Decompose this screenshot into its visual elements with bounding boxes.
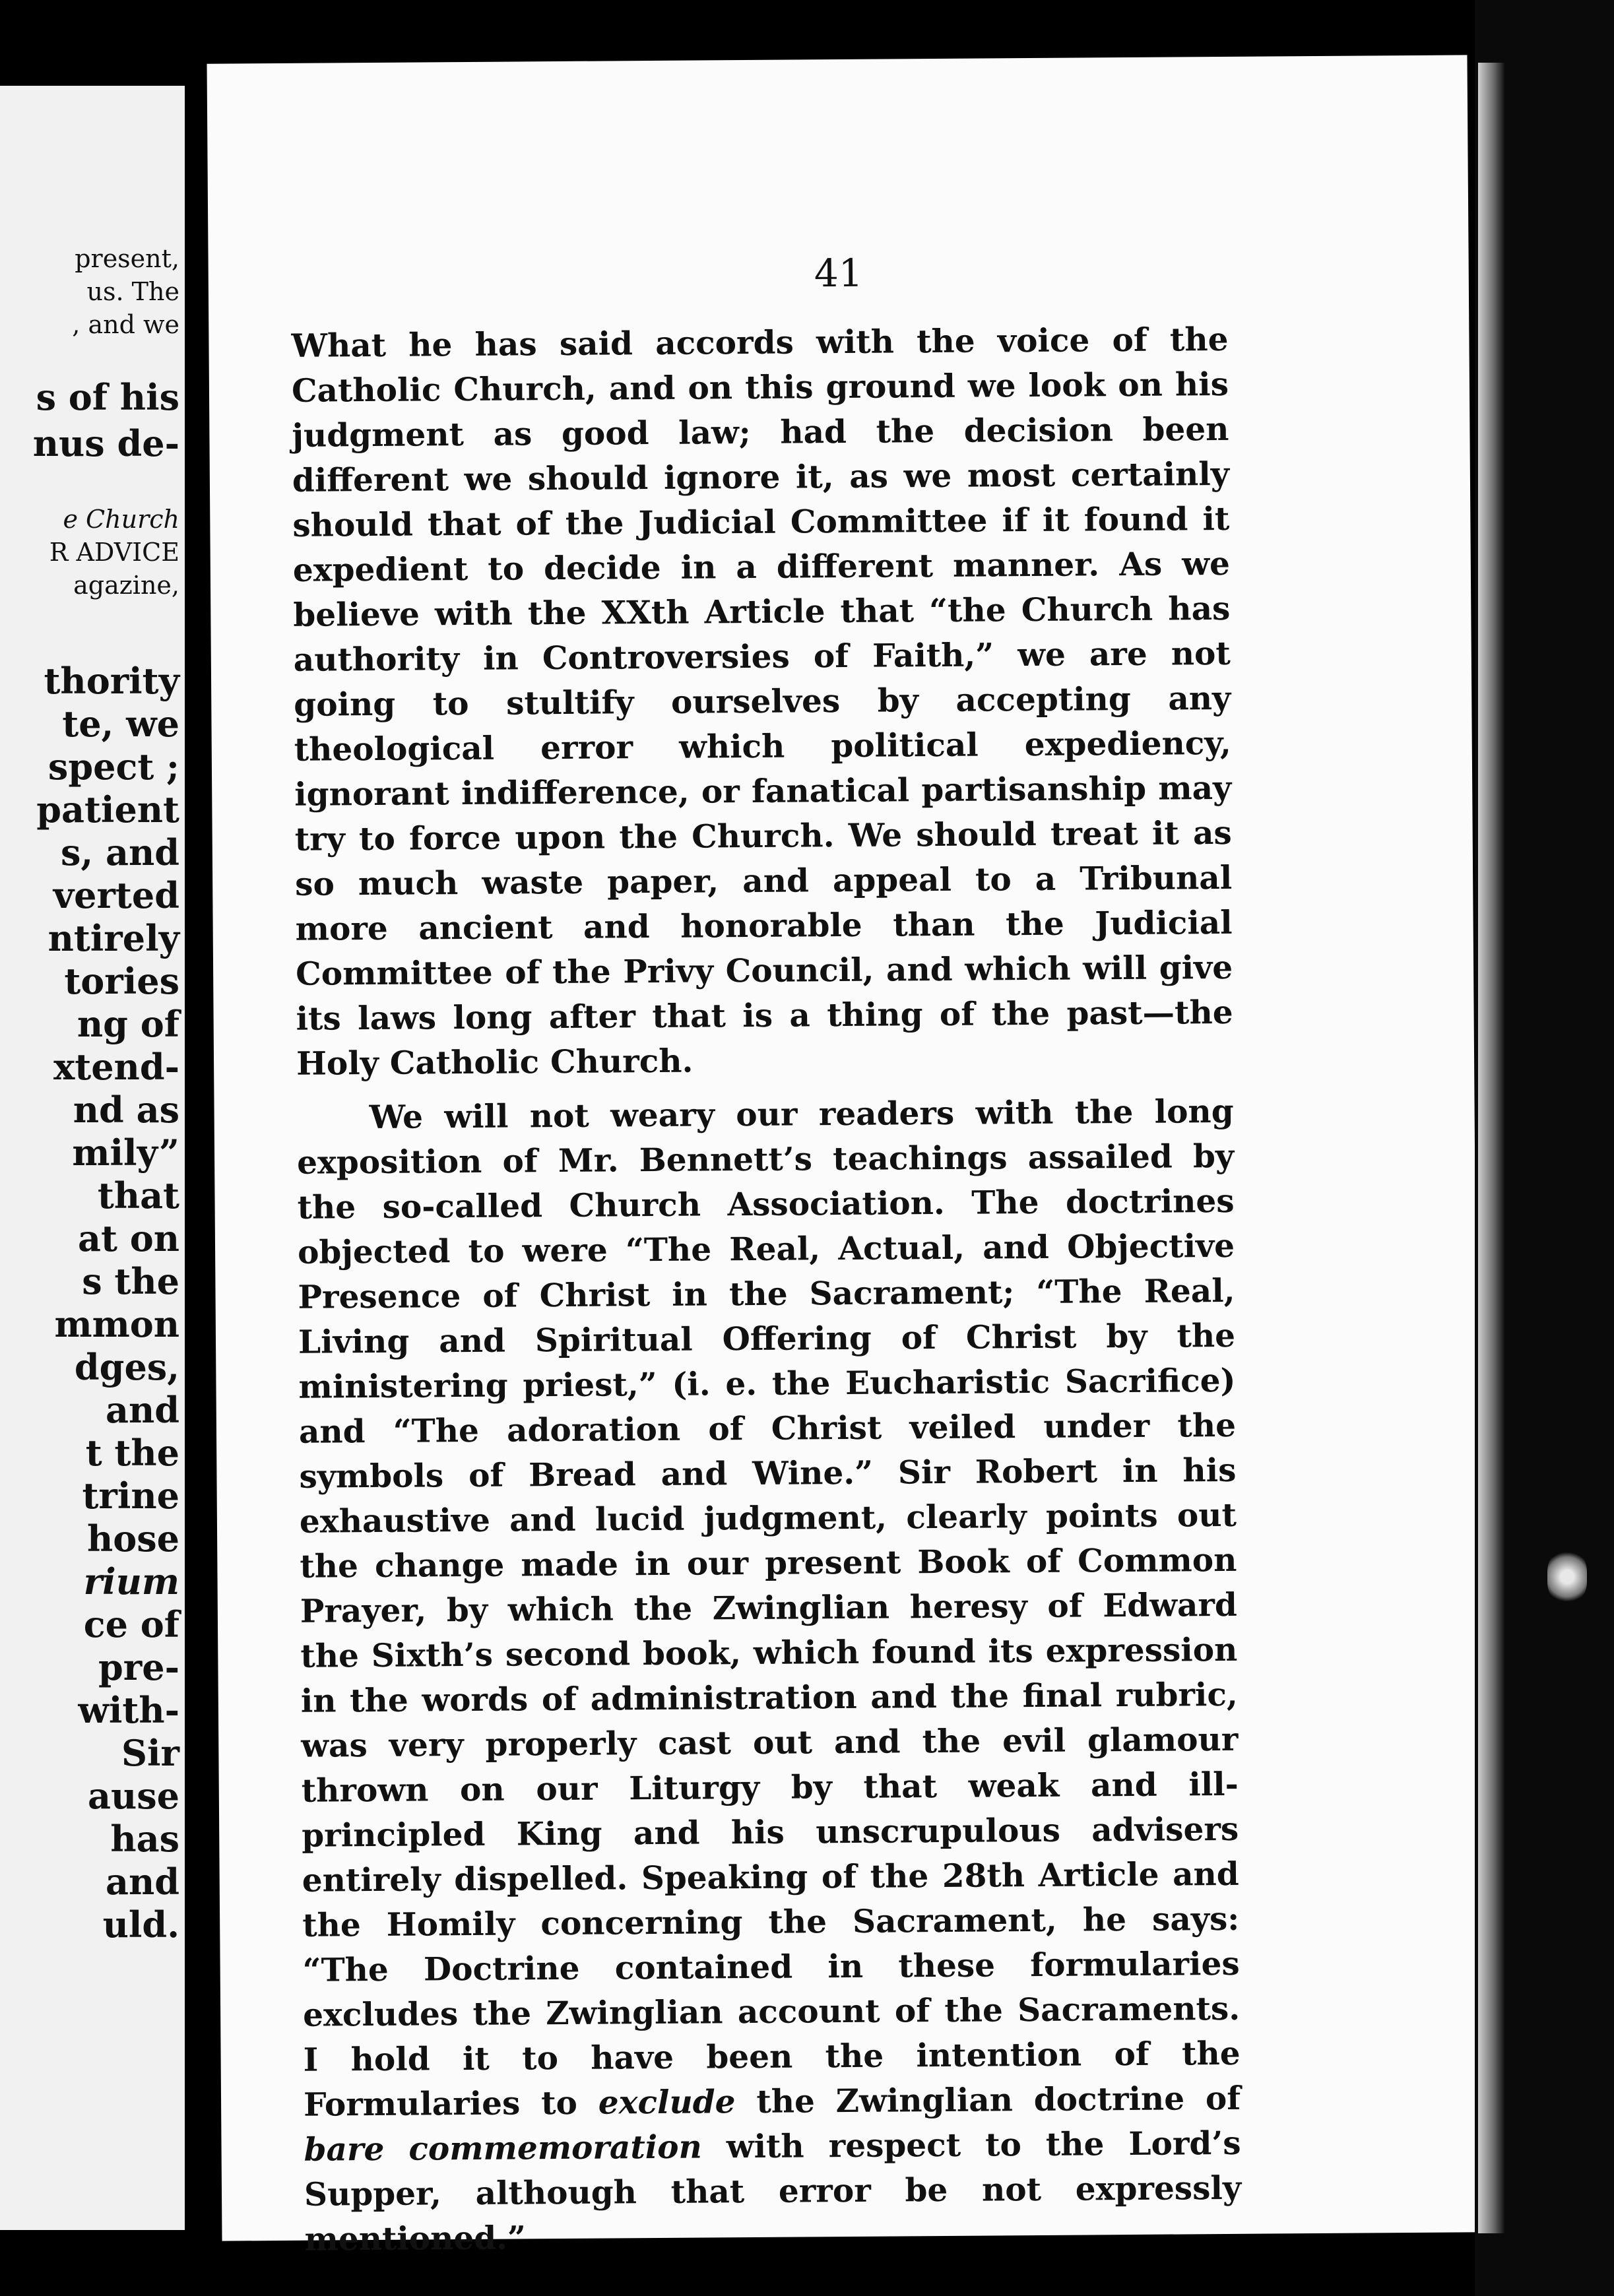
- paragraph-1: What he has said accords with the voice of the Catholic Church, and on this ground we look on his judgment as good law; had the decision been different we should ignore it, as we most certainly should that of the Judicial Committee if it found it expedient to decide in a different manner. As we believe with the XXth Article that “the Church has authority in Controversies of Faith,” we are not going to stultify ourselves by accepting any theological error which political expediency, ignorant indifference, or fanatical partisanship may try to force upon the Church. We should treat it as so much waste paper, and appeal to a Tribunal more ancient and honorable than the Judicial Committee of the Privy Council, and which will give its laws long after that is a thing of the past—the Holy Catholic Church.: [291, 320, 1233, 1083]
- left-page-line: ce of: [83, 1603, 179, 1645]
- left-page-line: that: [97, 1174, 179, 1217]
- paragraph-2-part-b: the Zwinglian doctrine of: [756, 2079, 1241, 2121]
- left-page-line: has: [110, 1818, 179, 1860]
- scan-speck: [1547, 1550, 1587, 1603]
- paragraph-2-part-a: We will not weary our readers with the long exposition of Mr. Bennett’s teachings assailed by the so-called Church Association. The doctrines objected to were “The Real, Actual, and Objective Presence of Christ in the Sacrament; “The Real, Living and Spiritual Offering of Christ by the ministering priest,” (i. e. the Eucharistic Sacrifice) and “The adoration of Christ veiled under the symbols of Bread and Wine.” Sir Robert in his exhaustive and lucid judgment, clearly points out the change made in our present Book of Common Prayer, by which the Zwinglian heresy of Edward the Sixth’s second book, which found its expression in the words of administration and the final rubric, was very properly cast out and the evil glamour thrown on our Liturgy by that weak and ill-principled King and his unscrupulous advisers entirely dispelled. Speaking of the 28th Article and the Homily concerning the Sacrament, he says: “The Doctrine contained in these formularies excludes the Zwinglian account of the Sacraments. I hold it to have been the intention of the Formularies to: [296, 1092, 1241, 2124]
- left-page-line: and: [105, 1389, 179, 1431]
- left-page-line: xtend-: [53, 1046, 179, 1088]
- left-page-line: and: [105, 1861, 179, 1903]
- paragraph-2: [296, 1089, 1241, 2262]
- page-number: 41: [814, 250, 863, 296]
- left-page-line: hose: [86, 1517, 179, 1560]
- left-page-line: s of his: [36, 376, 179, 418]
- left-page-line: thority: [44, 660, 179, 702]
- left-page-line: mmon: [54, 1303, 179, 1345]
- left-page-line: nd as: [73, 1089, 179, 1131]
- left-page-line: pre-: [98, 1646, 179, 1688]
- left-page-line: patient: [36, 788, 179, 831]
- emphasis-exclude: exclude: [598, 2083, 736, 2122]
- left-page-line: mily”: [72, 1132, 179, 1174]
- emphasis-bare-commemoration: bare commemoration: [304, 2128, 702, 2169]
- left-page-line: Sir: [121, 1732, 179, 1774]
- left-page-line: te, we: [62, 703, 179, 745]
- page-41: [207, 55, 1483, 2258]
- left-page-line: uld.: [102, 1903, 179, 1946]
- left-page-line: nus de-: [32, 422, 179, 464]
- left-page-line: with-: [78, 1689, 179, 1731]
- paragraph-2-part-c: with respect to the Lord’s Supper, although that error be not expressly mentioned.”: [304, 2124, 1242, 2258]
- left-page-line: verted: [53, 874, 179, 916]
- page-edge-strip: [1478, 63, 1504, 2233]
- left-page-line: at on: [77, 1217, 179, 1260]
- left-facing-page-fragment: [0, 86, 185, 2230]
- left-page-line: R ADVICE: [49, 538, 179, 567]
- left-page-line: tories: [64, 960, 179, 1002]
- left-page-line: t the: [85, 1432, 179, 1474]
- left-page-line: trine: [82, 1475, 179, 1517]
- left-page-line: present,: [75, 244, 179, 273]
- left-page-line: s the: [82, 1260, 179, 1302]
- left-page-line: s, and: [60, 831, 179, 874]
- left-page-line: , and we: [72, 310, 179, 339]
- left-page-line: agazine,: [73, 571, 179, 600]
- left-page-line: rium: [83, 1560, 179, 1603]
- left-page-line: e Church: [63, 505, 179, 534]
- left-page-line: ng of: [77, 1003, 179, 1045]
- left-page-line: spect ;: [48, 746, 179, 788]
- left-page-line: us. The: [86, 277, 179, 306]
- left-page-line: ause: [87, 1775, 179, 1817]
- left-page-line: ntirely: [48, 917, 179, 959]
- body-text: [291, 317, 1242, 2272]
- left-page-line: dges,: [74, 1346, 179, 1388]
